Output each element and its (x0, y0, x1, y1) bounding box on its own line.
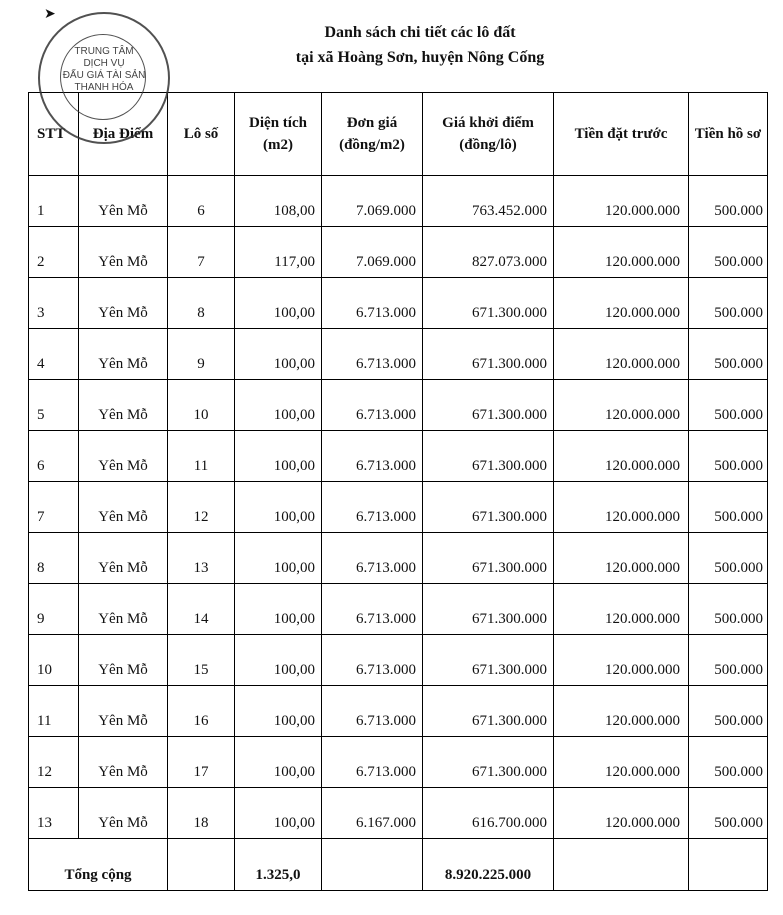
cell-area: 100,00 (235, 737, 322, 788)
table-row (29, 533, 768, 584)
cell-lot: 17 (168, 737, 235, 788)
seal-line1: TRUNG TÂM (74, 46, 134, 57)
document-title-line1: Danh sách chi tiết các lô đất (324, 24, 516, 41)
cell-deposit: 120.000.000 (554, 176, 689, 227)
cell-stt: 9 (29, 584, 79, 635)
cell-lot: 12 (168, 482, 235, 533)
cell-deposit: 120.000.000 (554, 635, 689, 686)
cell-lot: 11 (168, 431, 235, 482)
cell-lot: 7 (168, 227, 235, 278)
cell-fee: 500.000 (689, 176, 768, 227)
cell-fee: 500.000 (689, 227, 768, 278)
header-fee: Tiền hồ sơ (689, 93, 768, 176)
cell-location: Yên Mỗ (79, 635, 168, 686)
cell-stt: 6 (29, 431, 79, 482)
cell-stt: 2 (29, 227, 79, 278)
cell-unit-price: 6.167.000 (322, 788, 423, 839)
cell-fee: 500.000 (689, 380, 768, 431)
cell-deposit: 120.000.000 (554, 533, 689, 584)
cell-deposit: 120.000.000 (554, 788, 689, 839)
table-row (29, 635, 768, 686)
header-lot: Lô số (168, 93, 235, 176)
header-area (235, 93, 322, 176)
cell-lot: 10 (168, 380, 235, 431)
cell-stt: 4 (29, 329, 79, 380)
cell-fee: 500.000 (689, 737, 768, 788)
table-row (29, 737, 768, 788)
cell-fee: 500.000 (689, 584, 768, 635)
cell-unit-price: 7.069.000 (322, 227, 423, 278)
table-row (29, 584, 768, 635)
cell-location: Yên Mỗ (79, 329, 168, 380)
cell-deposit: 120.000.000 (554, 431, 689, 482)
table-row (29, 227, 768, 278)
table-row (29, 482, 768, 533)
cell-unit-price: 6.713.000 (322, 533, 423, 584)
cell-start-price: 671.300.000 (423, 482, 554, 533)
arrow-mark-icon: ➤ (44, 7, 56, 22)
cell-fee: 500.000 (689, 533, 768, 584)
cell-location: Yên Mỗ (79, 788, 168, 839)
total-price-empty (322, 839, 423, 891)
cell-area: 100,00 (235, 635, 322, 686)
cell-location: Yên Mỗ (79, 380, 168, 431)
cell-lot: 16 (168, 686, 235, 737)
header-location: Địa Điểm (79, 93, 168, 176)
cell-fee: 500.000 (689, 329, 768, 380)
cell-unit-price: 6.713.000 (322, 686, 423, 737)
cell-start-price: 671.300.000 (423, 686, 554, 737)
cell-stt: 8 (29, 533, 79, 584)
cell-deposit: 120.000.000 (554, 227, 689, 278)
cell-area: 100,00 (235, 431, 322, 482)
table-row (29, 431, 768, 482)
cell-start-price: 616.700.000 (423, 788, 554, 839)
cell-start-price: 671.300.000 (423, 329, 554, 380)
seal-line3: ĐẤU GIÁ TÀI SẢN (62, 70, 146, 81)
cell-lot: 8 (168, 278, 235, 329)
cell-area: 100,00 (235, 533, 322, 584)
header-unit-price (322, 93, 423, 176)
cell-area: 100,00 (235, 482, 322, 533)
cell-start-price: 763.452.000 (423, 176, 554, 227)
cell-stt: 3 (29, 278, 79, 329)
cell-start-price: 671.300.000 (423, 584, 554, 635)
header-start-l2: (đồng/lô) (459, 137, 517, 153)
cell-unit-price: 7.069.000 (322, 176, 423, 227)
cell-area: 100,00 (235, 329, 322, 380)
cell-unit-price: 6.713.000 (322, 482, 423, 533)
cell-area: 117,00 (235, 227, 322, 278)
cell-deposit: 120.000.000 (554, 329, 689, 380)
cell-lot: 6 (168, 176, 235, 227)
cell-lot: 18 (168, 788, 235, 839)
cell-area: 100,00 (235, 788, 322, 839)
cell-lot: 15 (168, 635, 235, 686)
cell-fee: 500.000 (689, 635, 768, 686)
total-fee-empty (689, 839, 768, 891)
cell-deposit: 120.000.000 (554, 686, 689, 737)
header-deposit: Tiền đặt trước (554, 93, 689, 176)
cell-deposit: 120.000.000 (554, 737, 689, 788)
cell-deposit: 120.000.000 (554, 482, 689, 533)
cell-location: Yên Mỗ (79, 584, 168, 635)
cell-stt: 10 (29, 635, 79, 686)
cell-stt: 5 (29, 380, 79, 431)
cell-unit-price: 6.713.000 (322, 380, 423, 431)
header-area-l2: (m2) (263, 137, 293, 153)
cell-location: Yên Mỗ (79, 176, 168, 227)
cell-start-price: 827.073.000 (423, 227, 554, 278)
cell-fee: 500.000 (689, 788, 768, 839)
cell-location: Yên Mỗ (79, 278, 168, 329)
cell-location: Yên Mỗ (79, 431, 168, 482)
cell-unit-price: 6.713.000 (322, 584, 423, 635)
cell-fee: 500.000 (689, 686, 768, 737)
header-start-price (423, 93, 554, 176)
cell-stt: 1 (29, 176, 79, 227)
cell-start-price: 671.300.000 (423, 380, 554, 431)
total-label: Tổng cộng (29, 839, 168, 891)
cell-area: 100,00 (235, 584, 322, 635)
cell-location: Yên Mỗ (79, 227, 168, 278)
cell-stt: 13 (29, 788, 79, 839)
official-seal (38, 12, 170, 144)
table-row (29, 278, 768, 329)
seal-line4: THANH HÓA (74, 82, 134, 93)
table-row (29, 788, 768, 839)
cell-unit-price: 6.713.000 (322, 278, 423, 329)
cell-location: Yên Mỗ (79, 737, 168, 788)
cell-lot: 14 (168, 584, 235, 635)
table-row (29, 686, 768, 737)
cell-start-price: 671.300.000 (423, 635, 554, 686)
cell-start-price: 671.300.000 (423, 278, 554, 329)
cell-fee: 500.000 (689, 482, 768, 533)
cell-start-price: 671.300.000 (423, 737, 554, 788)
cell-lot: 9 (168, 329, 235, 380)
total-start-price: 8.920.225.000 (423, 839, 554, 891)
land-lots-table (28, 92, 768, 891)
header-price-l2: (đồng/m2) (339, 137, 405, 153)
cell-location: Yên Mỗ (79, 482, 168, 533)
cell-area: 108,00 (235, 176, 322, 227)
cell-lot: 13 (168, 533, 235, 584)
total-lot-empty (168, 839, 235, 891)
cell-stt: 7 (29, 482, 79, 533)
total-area: 1.325,0 (235, 839, 322, 891)
cell-deposit: 120.000.000 (554, 380, 689, 431)
cell-location: Yên Mỗ (79, 533, 168, 584)
cell-area: 100,00 (235, 278, 322, 329)
cell-unit-price: 6.713.000 (322, 329, 423, 380)
cell-unit-price: 6.713.000 (322, 431, 423, 482)
document-title-line2: tại xã Hoàng Sơn, huyện Nông Cống (295, 49, 545, 66)
cell-stt: 12 (29, 737, 79, 788)
header-start-l1: Giá khởi điểm (442, 115, 534, 131)
cell-deposit: 120.000.000 (554, 278, 689, 329)
cell-start-price: 671.300.000 (423, 533, 554, 584)
header-area-l1: Diện tích (249, 115, 307, 131)
total-row (29, 839, 768, 891)
cell-fee: 500.000 (689, 278, 768, 329)
cell-deposit: 120.000.000 (554, 584, 689, 635)
total-deposit-empty (554, 839, 689, 891)
cell-area: 100,00 (235, 686, 322, 737)
table-row (29, 176, 768, 227)
cell-fee: 500.000 (689, 431, 768, 482)
table-row (29, 380, 768, 431)
cell-unit-price: 6.713.000 (322, 737, 423, 788)
seal-line2: DỊCH VỤ (83, 58, 125, 69)
cell-start-price: 671.300.000 (423, 431, 554, 482)
cell-location: Yên Mỗ (79, 686, 168, 737)
header-stt: STT (29, 93, 79, 176)
cell-unit-price: 6.713.000 (322, 635, 423, 686)
header-price-l1: Đơn giá (346, 115, 398, 131)
cell-area: 100,00 (235, 380, 322, 431)
table-row (29, 329, 768, 380)
cell-stt: 11 (29, 686, 79, 737)
